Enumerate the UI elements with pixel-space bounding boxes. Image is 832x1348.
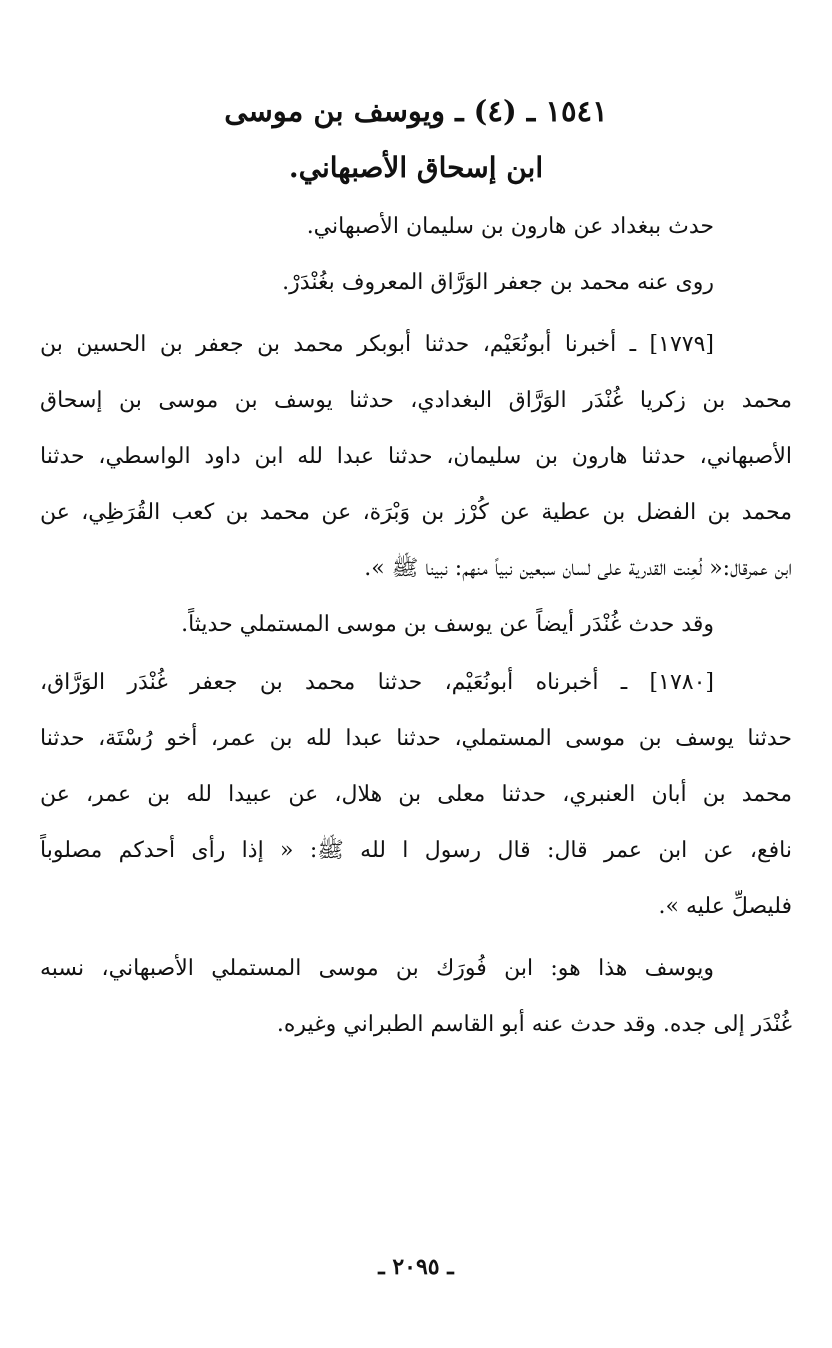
entry-title: ١٥٤١ ـ (٤) ـ ويوسف بن موسى (224, 94, 608, 128)
closing-line: غُنْدَر إلى جده. وقد حدث عنه أبو القاسم الطبراني وغيره. (276, 1012, 792, 1037)
hadith-1779-line: [١٧٧٩] ـ أخبرنا أبونُعَيْم، حدثنا أبوبكر محمد بن جعفر بن الحسين بن (40, 332, 714, 357)
hadith-1779-line: الأصبهاني، حدثنا هارون بن سليمان، حدثنا عبدا لله ابن داود الواسطي، حدثنا (40, 444, 792, 469)
page-number: ـ ٢٠٩٥ ـ (378, 1254, 454, 1280)
intro-line-1: حدث ببغداد عن هارون بن سليمان الأصبهاني. (306, 214, 714, 239)
hadith-1779-line: محمد بن الفضل بن عطية عن كُرْز بن وَبْرَة، عن محمد بن كعب القُرَظِي، عن (40, 500, 792, 525)
closing-line: ويوسف هذا هو: ابن فُورَك بن موسى المستملي الأصبهاني، نسبه (40, 956, 714, 981)
hadith-1780-line: محمد بن أبان العنبري، حدثنا معلى بن هلال، عن عبيدا لله بن عمر، عن (40, 782, 792, 807)
intro-line-2: روى عنه محمد بن جعفر الوَرَّاق المعروف بغُنْدَرْ. (282, 270, 714, 295)
hadith-1780-line: حدثنا يوسف بن موسى المستملي، حدثنا عبدا لله بن عمر، أخو رُسْتَة، حدثنا (40, 726, 792, 751)
hadith-1779-line: محمد بن زكريا غُنْدَر الوَرَّاق البغدادي، حدثنا يوسف بن موسى بن إسحاق (40, 388, 792, 413)
transition-line: وقد حدث غُنْدَر أيضاً عن يوسف بن موسى المستملي حديثاً. (181, 612, 714, 637)
hadith-1780-line: نافع، عن ابن عمر قال: قال رسول ا لله ﷺ: « إذا رأى أحدكم مصلوباً (40, 838, 792, 863)
hadith-1779-line: ابن عمرقال:« لُعِنت القدرية على لسان سبعين نبياً منهم: نبينا ﷺ ». (364, 556, 792, 581)
hadith-1780-line: فليصلِّ عليه ». (658, 894, 792, 919)
hadith-1780-line: [١٧٨٠] ـ أخبرناه أبونُعَيْم، حدثنا محمد بن جعفر غُنْدَر الوَرَّاق، (40, 670, 714, 695)
entry-subtitle: ابن إسحاق الأصبهاني. (288, 151, 544, 184)
